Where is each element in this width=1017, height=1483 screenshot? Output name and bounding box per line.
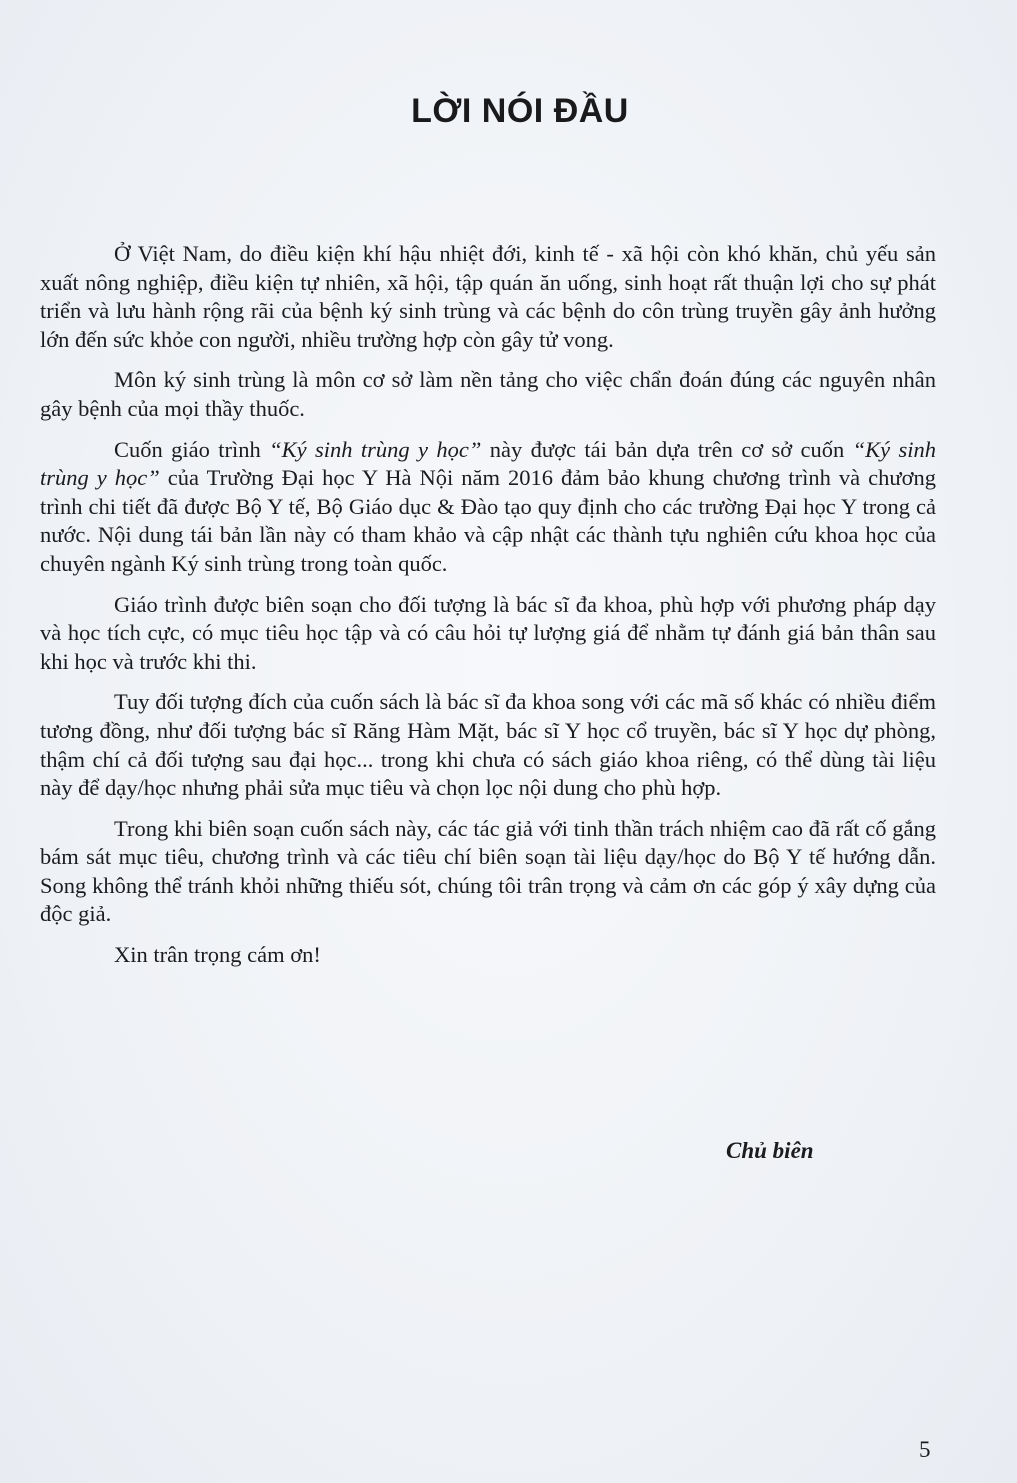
paragraph-1: Ở Việt Nam, do điều kiện khí hậu nhiệt đới, kinh tế - xã hội còn khó khăn, chủ yếu sản xuất nông nghiệp, điều kiện tự nhiên, xã hội, tập quán ăn uống, sinh hoạt rất thuận lợi cho sự phát triển và lưu hành rộng rãi của bệnh ký sinh trùng và các bệnh do côn trùng truyền gây ảnh hưởng lớn đến sức khỏe con người, nhiều trường hợp còn gây tử vong. — [40, 241, 936, 352]
page-title: LỜI NÓI ĐẦU — [411, 92, 629, 130]
book-title-2: “Ký sinh trùng y học” — [40, 436, 937, 491]
paragraph-4: Giáo trình được biên soạn cho đối tượng là bác sĩ đa khoa, phù hợp với phương pháp dạy và học tích cực, có mục tiêu học tập và có câu hỏi tự lượng giá để nhằm tự đánh giá bản thân sau khi học và trước khi thi. — [40, 591, 936, 674]
paragraph-3 — [40, 436, 936, 579]
page-number: 5 — [919, 1437, 931, 1462]
paragraph-2: Môn ký sinh trùng là môn cơ sở làm nền tảng cho việc chẩn đoán đúng các nguyên nhân gây bệnh của mọi thầy thuốc. — [40, 367, 936, 421]
signature-editor: Chủ biên — [726, 1138, 814, 1163]
preface-body — [40, 240, 936, 982]
paragraph-3-part-2: này được tái bản dựa trên cơ sở cuốn — [481, 436, 853, 462]
paragraph-3-part-3: của Trường Đại học Y Hà Nội năm 2016 đảm bảo khung chương trình và chương trình chi tiết đã được Bộ Y tế, Bộ Giáo dục & Đào tạo quy định cho các trường Đại học Y trong cả nước. Nội dung tái bản lần này có tham khảo và cập nhật các thành tựu nghiên cứu khoa học của chuyên ngành Ký sinh trùng trong toàn quốc. — [40, 465, 936, 576]
paragraph-6: Trong khi biên soạn cuốn sách này, các tác giả với tinh thần trách nhiệm cao đã rất cố gắng bám sát mục tiêu, chương trình và các tiêu chí biên soạn tài liệu dạy/học do Bộ Y tế hướng dẫn. Song không thể tránh khỏi những thiếu sót, chúng tôi trân trọng và cảm ơn các góp ý xây dựng của độc giả. — [40, 815, 936, 927]
paragraph-5: Tuy đối tượng đích của cuốn sách là bác sĩ đa khoa song với các mã số khác có nhiều điểm tương đồng, như đối tượng bác sĩ Răng Hàm Mặt, bác sĩ Y học cổ truyền, bác sĩ Y học dự phòng, thậm chí cả đối tượng sau đại học... trong khi chưa có sách giáo khoa riêng, có thể dùng tài liệu này để dạy/học nhưng phải sửa mục tiêu và chọn lọc nội dung cho phù hợp. — [40, 689, 936, 801]
book-title-1: “Ký sinh trùng y học” — [269, 436, 482, 462]
paragraph-thanks: Xin trân trọng cám ơn! — [114, 942, 321, 968]
paragraph-3-part-1: Cuốn giáo trình — [114, 436, 270, 462]
